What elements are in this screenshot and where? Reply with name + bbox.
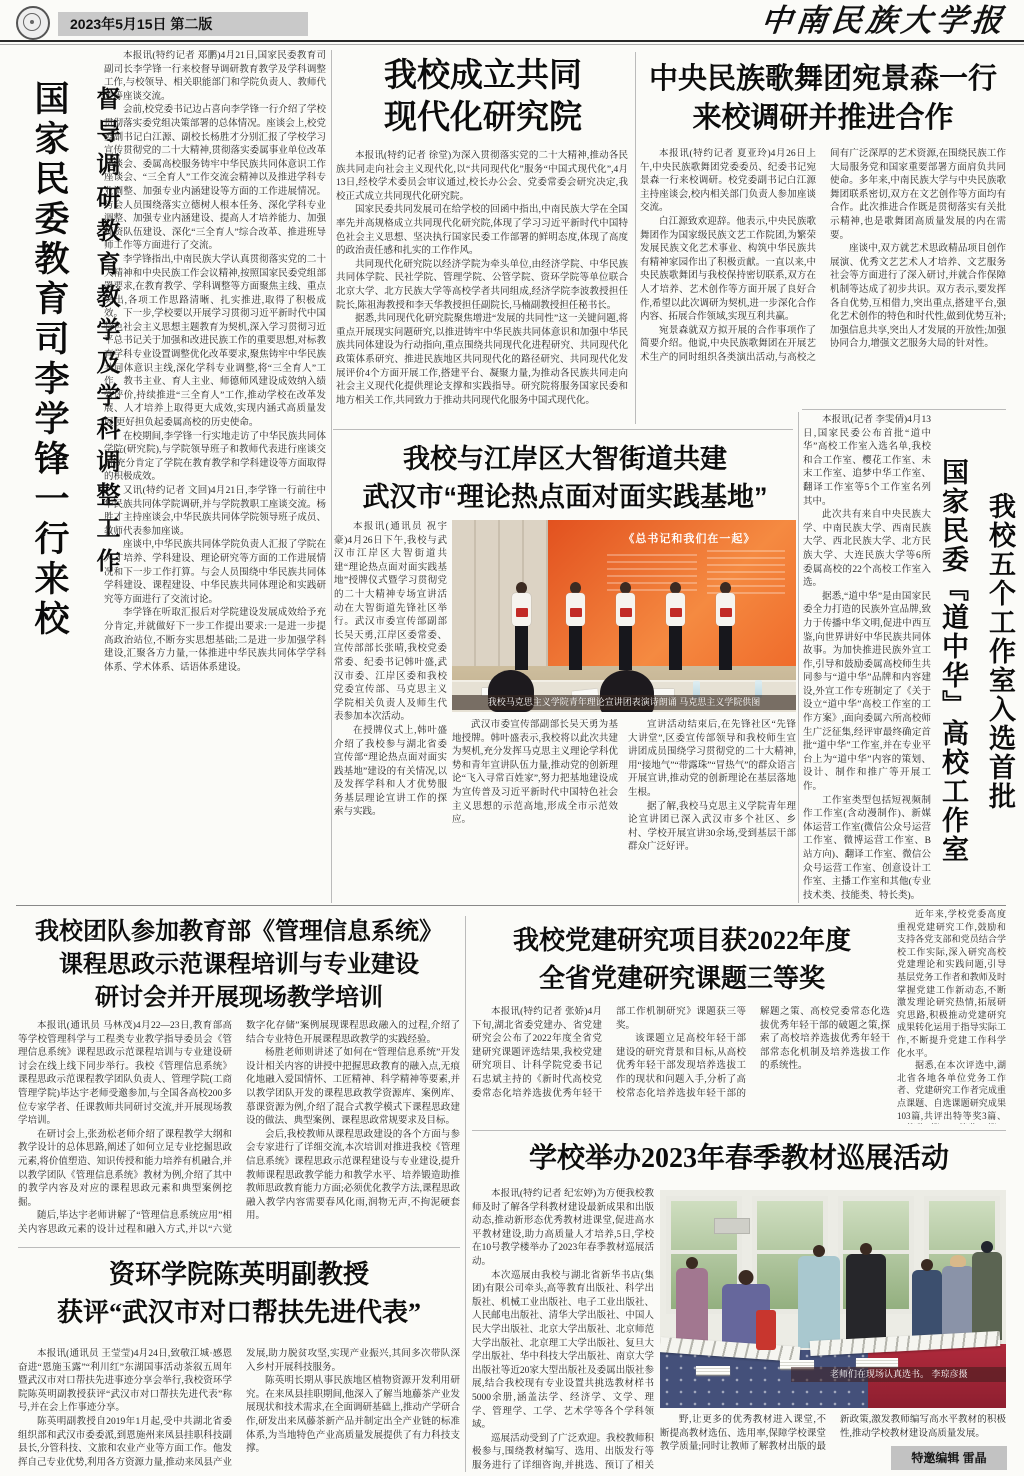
headline-main-vertical: 国家民委教育司李学锋一行来校 — [30, 80, 69, 640]
divider — [798, 412, 799, 903]
book-stack — [856, 1358, 898, 1367]
person — [676, 1268, 708, 1346]
performer — [614, 582, 638, 682]
divider — [331, 50, 332, 903]
article-dazhi-col2: 武汉市委宣传部副部长吴天勇为基地授牌。韩叶盛表示,我校将以此次共建为契机,充分发挥马克思主义理论学科优势和青年宣讲队伍力量,推动党的创新理论“飞入寻常百姓家”,努力把基地建设成为宣传普及习近平新时代中国特色社会主义思想的示范高地,形成全市示范效应。 — [452, 720, 618, 826]
person — [912, 1270, 942, 1342]
article-daozhonghua-body: 本报讯(记者 李雯倩)4月13日,国家民委公布首批“道中华”高校工作室入选名单,我校和合工作室、樱花工作室、未末工作室、追梦中华工作室、翻译工作室等5个工作室名列其中。 此次共有来自中央民族大学、中南民族大学、西南民族大学、西北民族大学、北方民族大学、大连民族大学等6所委属高校的22个高校工作室入选。 据悉,“道中华”是由国家民委全力打造的民族外宣品牌,致力于传播中华文明,促进中西互鉴,向世界讲好中华民族共同体故事。为加快推进民族外宣工作,引导和鼓励委属高校师生共同参与“道中华”品牌和内容建设,外宣工作专班制定了《关于设立“道中华”高校工作室的工作方案》,面向委属六所高校师生广泛征集,经评审最终确定首批“道中华”工作室,并在专业平台上为“道中华”内容的策划、设计、制作和推广等开展工作。 工作室类型包括短视频制作工作室(含动漫制作)、新媒体运营工作室(微信公众号运营工作室、微博运营工作室、B站方向)、翻译工作室、微信公众号运营工作室、创意设计工作室、主播工作室和其他(专业技术类、技能类、特长类)。 — [803, 415, 931, 901]
photo-textbook-exhibition — [660, 1190, 1006, 1408]
screen-title: 《总书记和我们在一起》 — [623, 533, 756, 545]
performer — [664, 582, 688, 682]
divider — [472, 1130, 1006, 1131]
article-dangjian-body: 本报讯(特约记者 张娇)4月下旬,湖北省委党建办、省党建研究会公布了2022年度全省党建研究课题评选结果,我校党建研究项目、计科学院党委书记石忠斌主持的《新时代高校党委常态化培养选拔优秀年轻干部工作机制研究》课题获三等奖。 该课题立足高校年轻干部建设的研究背景和目标,从高校优秀年轻干部发现培养选拔工作的现状和问题入手,分析了高校常态化培养选拔年轻干部的解题之策、高校党委常态化选拔优秀年轻干部的破题之策,探索了高校培养选拔优秀年轻干部常态化机制及培养选拔工作的系统性。 — [472, 1007, 890, 1099]
header-rule-thin — [0, 44, 1024, 45]
performer — [510, 582, 534, 682]
photo-caption: 我校马克思主义学院青年理论宣讲团表演诗朗诵 马克思主义学院供图 — [452, 695, 796, 710]
article-jiaocai-headline: 学校举办2023年春季教材巡展活动 — [528, 1143, 949, 1174]
headline-left-vertical: 国家民委『道中华』高校工作室 — [938, 458, 968, 864]
divider — [635, 52, 636, 424]
article-chenyingming-headline: 资环学院陈英明副教授 获评“武汉市对口帮扶先进代表” — [56, 1260, 421, 1327]
article-gewutuan-headline: 中央民族歌舞团宛景森一行 来校调研并推进合作 — [648, 63, 997, 134]
divider — [465, 916, 466, 1472]
divider — [802, 409, 1006, 410]
header-rule — [0, 40, 1024, 42]
photo-theory-recital — [452, 520, 796, 712]
headline-kicker-vertical: 督导调研教育教学及学科调整工作 — [92, 86, 119, 581]
photo-caption: 老师们在现场认真选书。 李琼彦摄 — [791, 1367, 1006, 1382]
article-modernization-headline: 我校成立共同 现代化研究院 — [384, 56, 582, 135]
article-dazhi-col1: 本报讯(通讯员 祝宇豪)4月26日下午,我校与武汉市江岸区大智街道共建“理论热点面对面实践基地”授牌仪式暨学习贯彻党的二十大精神专场宣讲活动在大智街道先锋社区举行。武汉市委宣传部副部长吴天勇,江岸区委常委、宣传部部长张晴,我校党委常委、纪委书记韩叶盛,武汉市委、江岸区委和我校党委宣传部、马克思主义学院相关负责人及师生代表参加本次活动。 在授牌仪式上,韩叶盛介绍了我校参与湖北省委宣传部“理论热点面对面实践基地”建设的有关情况,以及发挥学科和人才优势服务基层理论宣讲工作的探索与实践。 — [334, 522, 447, 818]
article-dazhi-col3: 宣讲活动结束后,在先锋社区“先锋大讲堂”,区委宣传部领导和我校师生宣讲团成员围绕学习贯彻党的二十大精神,用“接地气”“带露珠”“冒热气”的群众语言开展宣讲,推动党的创新理论在基层落地生根。 据了解,我校马克思主义学院青年理论宣讲团已深入武汉市多个社区、乡村、学校开展宣讲30余场,受到基层干部群众广泛好评。 — [628, 720, 796, 853]
article-mis-body: 本报讯(通讯员 马林茂)4月22—23日,教育部高等学校管理科学与工程类专业教学指导委员会《管理信息系统》课程思政示范课程培训与专业建设研讨会在线上线下同步举行。我校《管理信息系统》课程思政示范课程教学团队负责人、管理学院(工商管理学院)毕达宇老师受邀参加,与全国各高校200多位专家学者、任课教师共同研讨交流,并开展现场教学培训。 在研讨会上,张劲松老师介绍了课程教学大纲和教学设计的总体思路,阐述了如何立足专业挖掘思政元素,将价值塑造、知识传授和能力培养有机融合,并以教学团队《管理信息系统》教材为例,介绍了其中的教学内容及对应的课程思政元素和典型案例挖掘。 随后,毕达宇老师讲解了“管理信息系统应用”相关内容思政元素的设计过程和融入方式,并以“六觉数字化存储”案例展现课程思政融入的过程,介绍了结合专业特色开展课程思政教学的实践经验。 杨胜老师则讲述了如何在“管理信息系统”开发设计相关内容的讲授中把握思政教育的融入点,无痕化地融入爱国情怀、工匠精神、科学精神等要素,并以教学团队开发的课程思政教学资源库、案例库、慕课资源为例,介绍了混合式教学模式下课程思政建设的做法、典型案例、课程思政常规要求及目标。 会后,我校教师从课程思政建设的各个方面与参会专家进行了详细交流,本次培训对推进我校《管理信息系统》课程思政示范课程建设与专业建设,提升教师课程思政教学能力和教学水平、培养锻造助推教师思政教育能力方面;必须优化教学方法,课程思政融入教学内容需要春风化雨,润物无声,不拘泥硬套用。 — [18, 1021, 460, 1235]
section-divider — [16, 905, 1006, 906]
performer — [564, 582, 588, 682]
headline-right-vertical: 我校五个工作室入选首批 — [985, 492, 1015, 811]
divider — [18, 1247, 460, 1248]
masthead-title: 中南民族大学报 — [759, 3, 1008, 39]
article-lixuefeng-body: 本报讯(特约记者 郑鹏)4月21日,国家民委教育司副司长李学锋一行来校督导调研教育教学及学科调整工作,与校领导、相关职能部门和学院负责人、教师代表等座谈交流。 会前,校党委书记边占喜向李学锋一行介绍了学校贯彻落实委党组决策部署的总体情况。座谈会上,校党委副书记白江源、副校长杨胜才分别汇报了学校学习宣传贯彻党的二十大精神,贯彻落实委属事业单位改革座谈会、委属高校服务铸牢中华民族共同体意识工作座谈会、“三全育人”工作交流会精神以及推进学科专业调整、加强专业内涵建设等方面的工作进展情况。与会人员围绕落实立德树人根本任务、深化学科专业调整、加强专业内涵建设、提高人才培养能力、加强师资队伍建设、深化“三全育人”综合改革、推进班导师工作等方面进行了交流。 李学锋指出,中南民族大学认真贯彻落实党的二十大精神和中央民族工作会议精神,按照国家民委党组部署要求,在教育教学、学科调整等方面聚焦主线、重点突出,各项工作思路清晰、扎实推进,取得了积极成效。下一步,学校要以开展学习贯彻习近平新时代中国特色社会主义思想主题教育为契机,深入学习贯彻习近平总书记关于加强和改进民族工作的重要思想,对标教育学科专业设置调整优化改革要求,聚焦铸牢中华民族共同体意识主线,深化学科专业调整,将“三全育人”工作、教书主业、育人主业、师德师风建设成效纳入绩效评价,持续推进“三全育人”工作,推动学校在改革发展、人才培养上取得更大成效,实现内涵式高质量发展,更好担负起委属高校的历史使命。 在校期间,李学锋一行实地走访了中华民族共同体学院(研究院),与学院领导班子和教师代表进行座谈交流,充分肯定了学院在教育教学和学科建设等方面取得的积极成效。 又讯(特约记者 文回)4月21日,李学锋一行前往中华民族共同体学院调研,并与学院教职工座谈交流。杨胜才主持座谈会,中华民族共同体学院领导班子成员、教师代表参加座谈。 座谈中,中华民族共同体学院负责人汇报了学院在人才培养、学科建设、理论研究等方面的工作进展情况和下一步工作打算。与会人员围绕中华民族共同体学科建设、课程建设、中华民族共同体理论和实践研究等方面进行了交流讨论。 李学锋在听取汇报后对学院建设发展成效给予充分肯定,并就做好下一步工作提出要求:一是进一步提高政治站位,不断夯实思想基础;二是进一步加强学科建设,汇聚各方力量,一体推进中华民族共同体学学科体系、学术体系、话语体系建设。 — [104, 51, 326, 673]
wall-vent — [714, 1218, 750, 1234]
stage-wall — [452, 520, 555, 670]
article-dangjian-sidecol: 近年来,学校党委高度重视党建研究工作,鼓励和支持各党支部和党员结合学校工作实际,深入研究高校党建理论和实践问题,引导基层党务工作者和教师及时掌握党建工作新动态,不断激发理论研究热情,拓展研究思路,积极推动党建研究成果转化运用于指导实际工作,不断提升党建工作科学化水平。 据悉,在本次评选中,湖北省各地各单位党务工作者、党建研究工作者完成重点课题、自选课题研究成果103篇,共评出特等奖3篇、 — [897, 909, 1006, 1121]
article-dazhi-headline: 我校与江岸区大智街道共建 武汉市“理论热点面对面实践基地” — [362, 444, 768, 512]
book-stack — [696, 1366, 730, 1375]
person — [972, 1252, 1002, 1340]
article-jiaocai-col1: 本报讯(特约记者 纪宏婷)为方便我校教师及时了解各学科教材建设最新成果和出版动态,推动新形态优秀教材进课堂,促进高水平教材建设,助力高质量人才培养,5日,学校在10号教学楼举办了2023年春季教材巡展活动。 本次巡展由我校与湖北省新华书店(集团)有限公司牵头,高等教育出版社、科学出版社、机械工业出版社、电子工业出版社、人民邮电出版社、清华大学出版社、中国人民大学出版社、北京大学出版社、北京师范大学出版社、北京理工大学出版社、复旦大学出版社、华中科技大学出版社、南京大学出版社等近20家大型出版社及委属出版社参展,结合我校现有专业设置共挑选教材样书5000余册,涵盖法学、经济学、文学、理学、管理学、工学、艺术学等各个学科领域。 巡展活动受到了广泛欢迎。我校教师积极参与,围绕教材编写、选用、出版发行等服务进行了详细咨询,并挑选、预订了相关 — [472, 1189, 654, 1471]
article-daozhonghua-headline — [934, 458, 1020, 898]
date-edition-bar: 2023年5月15日 第二版 — [58, 12, 308, 36]
article-jiaocai-below: 野,让更多的优秀教材进入课堂,不断提高教材选伍、选用率,保障学校课堂教学质量;同时让教师了解教材出版的最新政策,激发教师编写高水平教材的积极性,推动学校教材建设高质量发展。 — [660, 1415, 1006, 1453]
article-mis-headline: 我校团队参加教育部《管理信息系统》 课程思政示范课程培训与专业建设 研讨会并开展现场教学培训 — [35, 919, 443, 1011]
performer — [714, 582, 738, 682]
guest-editor-box: 特邀编辑 雷晶 — [891, 1446, 1007, 1470]
article-dangjian-headline: 我校党建研究项目获2022年度 全省党建研究课题三等奖 — [512, 926, 851, 993]
newspaper-logo-icon — [16, 6, 50, 40]
person — [846, 1254, 886, 1348]
red-bag — [756, 1310, 776, 1350]
article-chenyingming-body: 本报讯(通讯员 王莹莹)4月24日,致敬江城·感恩奋进“恩施玉露”“利川红”东湖国事活动茶叙五周年暨武汉市对口帮扶先进事迹分享会举行,我校资环学院陈英明副教授获评“武汉市对口帮扶先进代表”称号,并在会上作事迹分享。 陈英明副教授自2019年1月起,受中共湖北省委组织部和武汉市委委派,到恩施州来凤县挂职科技副县长,分管科技、文旅和农业产业等方面工作。他发挥自己专业优势,利用各方资源力量,推动来凤县产业发展,助力脱贫攻坚,实现产业振兴,其间多次带队深入乡村开展科技服务。 陈英明长期从事民族地区植物资源开发利用研究。在来凤县挂职期间,他深入了解当地藤茶产业发展现状和技术需求,在全面调研基础上,推动产学研合作,研发出来凤藤茶新产品并制定出全产业链的标准体系,为当地特色产业高质量发展提供了有力科技支撑。 — [18, 1349, 460, 1468]
divider — [333, 429, 793, 430]
article-gewutuan-body: 本报讯(特约记者 夏亚玲)4月26日上午,中央民族歌舞团党委委员、纪委书记宛景森一行来校调研。校党委副书记白江源主持座谈会,校内相关部门负责人参加座谈交流。 白江源致欢迎辞。他表示,中央民族歌舞团作为国家级民族文艺工作院团,为繁荣发展民族文化艺术事业、构筑中华民族共有精神家园作出了积极贡献。一直以来,中央民族歌舞团与我校保持密切联系,双方在人才培养、艺术创作等方面开展了良好合作,希望以此次调研为契机,进一步深化合作内容、拓展合作领域,实现互利共赢。 宛景森就双方拟开展的合作事项作了简要介绍。他说,中央民族歌舞团在开展艺术生产的同时组织各类演出活动,与高校之间有广泛深厚的艺术资源,在围绕民族工作大局服务党和国家重要部署方面肩负共同使命。多年来,中南民族大学与中央民族歌舞团联系密切,双方在文艺创作等方面均有合作。此次推进合作既是贯彻落实有关批示精神,也是歌舞团高质量发展的内在需要。 座谈中,双方就艺术思政精品项目创作展演、优秀文艺艺术人才培养、文艺服务社会等方面进行了深入研讨,并就合作保障机制等达成了初步共识。双方表示,要发挥各自优势,互相借力,突出重点,搭建平台,强化艺术创作的特色和时代性,做到优势互补;加强信息共享,突出人才发展的开放性;加强协同合力,增强文艺服务大局的针对性。 — [640, 149, 1006, 363]
person — [798, 1256, 840, 1348]
article-modernization-body: 本报讯(特约记者 徐堂)为深入贯彻落实党的二十大精神,推动各民族共同走向社会主义现代化,以“共同现代化”服务“中国式现代化”,4月13日,经校学术委员会审议通过,校长办公会、党委常委会研究决定,我校正式成立共同现代化研究院。 国家民委共同发展司在给学校的回函中指出,中南民族大学在全国率先并高规格成立共同现代化研究院,体现了学习习近平新时代中国特色社会主义思想、坚决执行国家民委工作部署的鲜明态度,体现了高度的政治责任感和扎实的工作作风。 共同现代化研究院以经济学院为牵头单位,由经济学院、中华民族共同体学院、民社学院、管理学院、公管学院、资环学院等单位联合北京大学、北方民族大学等高校学者共同组成,经济学院李波教授担任院长,陈祖海教授和李天华教授担任副院长,马楠副教授担任秘书长。 据悉,共同现代化研究院聚焦增进“发展的共同性”这一关键问题,将重点开展现实问题研究,以推进铸牢中华民族共同体意识和加强中华民族共同体建设为行动指向,重点围绕共同现代化进程研究、共同现代化政策体系研究、推进民族地区共同现代化的路径研究、共同现代化发展评价4个方面开展工作,搭建平台、凝聚力量,为推动各民族共同走向社会主义现代化提供理论支撑和实践指导。研究院将服务国家民委和地方相关工作,共同致力于推动共同现代化服务中国式现代化。 — [336, 151, 628, 406]
